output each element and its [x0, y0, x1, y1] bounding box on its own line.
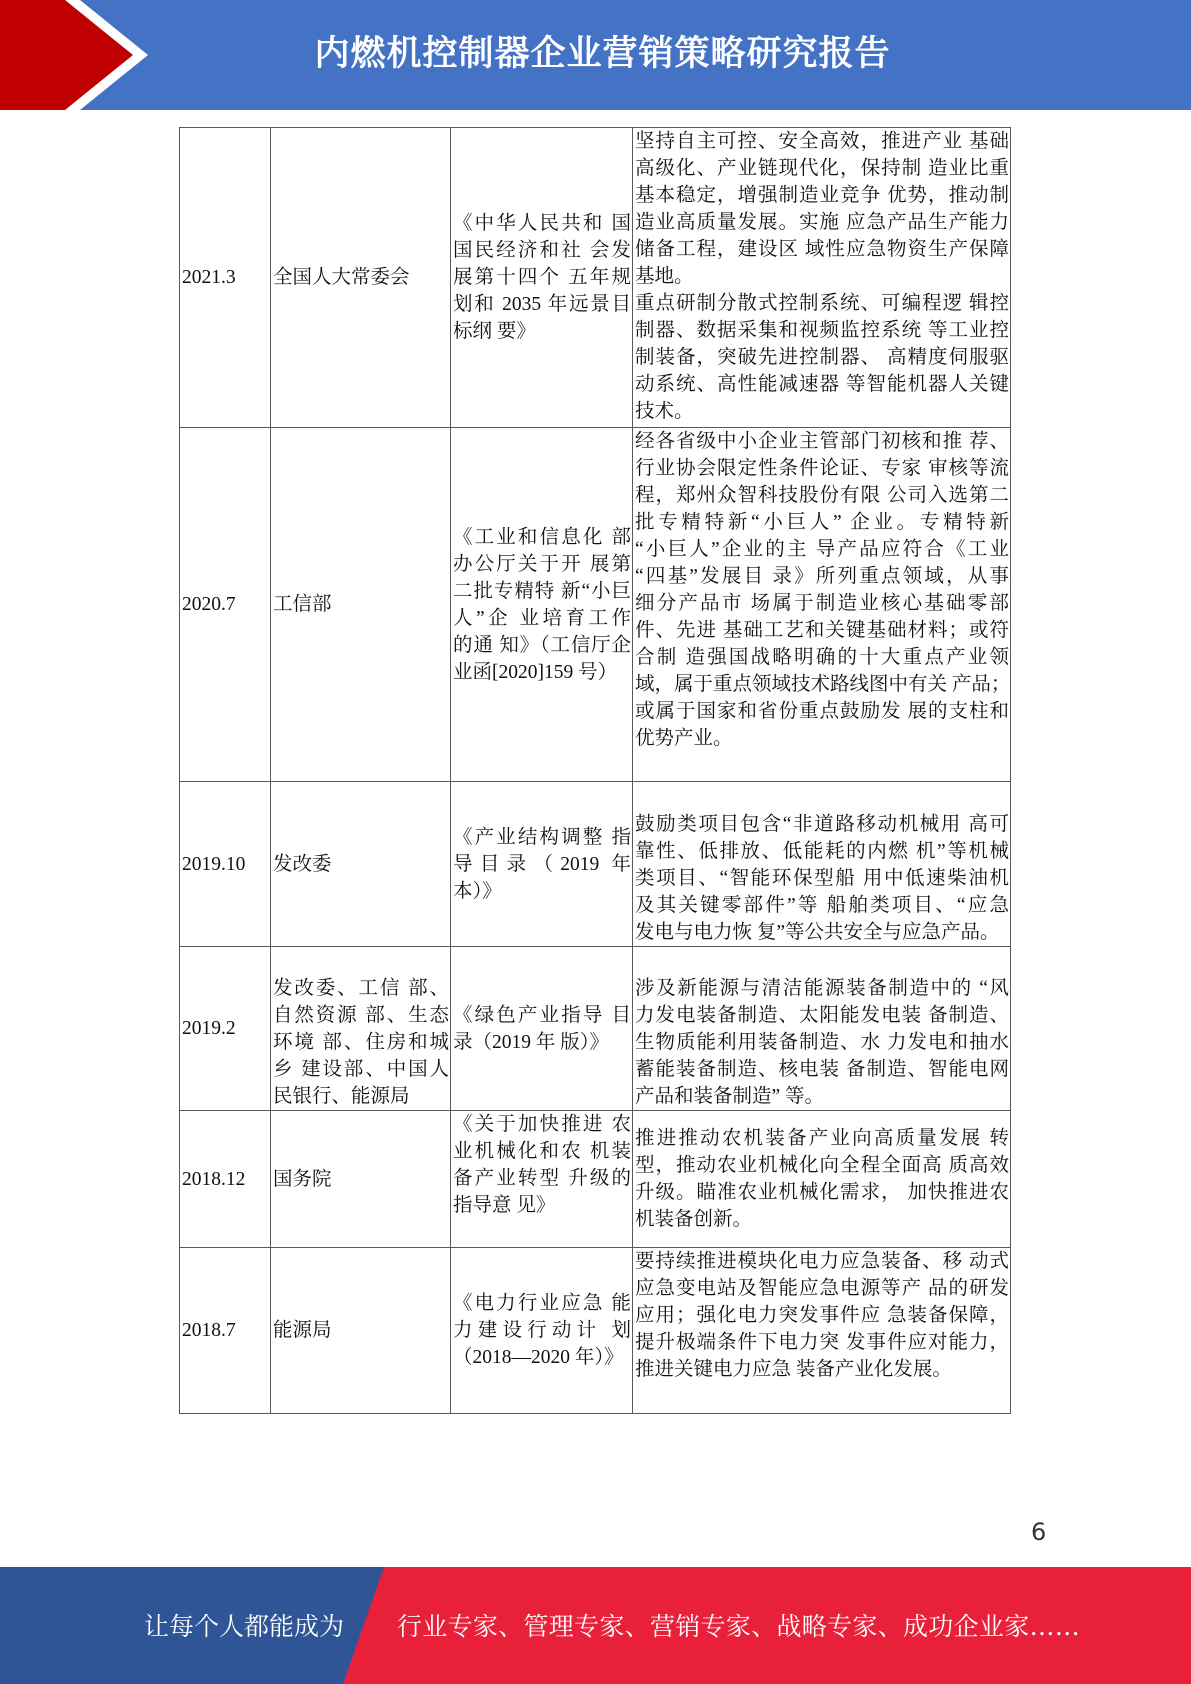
document-line: 的通 知》（工信厅企 [453, 634, 631, 656]
date-cell [180, 947, 271, 1111]
content-line: 要持续推进模块化电力应急装备、移 动式 [635, 1251, 1009, 1272]
issuer-line: 环境 部、住房和城 [273, 1032, 449, 1053]
content-line: 重点研制分散式控制系统、可编程逻 辑控 [635, 293, 1009, 314]
issuer-line: 自然资源 部、生态 [273, 1005, 449, 1026]
content-line: 技术。 [635, 401, 694, 422]
issuer-line: 发改委、工信 部、 [273, 978, 449, 999]
issuer-line: 全国人大常委会 [273, 267, 410, 288]
content-line: 及其关键零部件”等 船舶类项目、“应急 [635, 895, 1009, 916]
document-cell [451, 1111, 633, 1248]
content-line: 生物质能利用装备制造、水 力发电和抽水 [635, 1032, 1009, 1053]
content-line: 制装备，突破先进控制器、 高精度伺服驱 [635, 347, 1009, 368]
content-line: 优势产业。 [635, 728, 733, 749]
content-line: 域，属于重点领域技术路线图中有关 产品； [635, 674, 1011, 695]
issuer-line: 工信部 [273, 594, 332, 615]
report-title: 内燃机控制器企业营销策略研究报告 [314, 34, 891, 74]
content-cell [633, 947, 1011, 1111]
issuer-cell [271, 782, 451, 947]
content-line: 靠性、低排放、低能耗的内燃 机”等机械 [635, 841, 1009, 862]
content-line: 机装备创新。 [635, 1209, 753, 1230]
document-line: 国民经济和社 会发 [453, 240, 631, 261]
report-footer [0, 1567, 1191, 1684]
date-cell [180, 428, 271, 782]
content-cell [633, 128, 1011, 428]
document-line: （2018—2020 年）》 [453, 1347, 624, 1368]
content-line: 程，郑州众智科技股份有限 公司入选第二 [635, 485, 1009, 506]
document-line: 《电力行业应急 能 [453, 1293, 631, 1314]
issuer-cell [271, 128, 451, 428]
content-cell [633, 782, 1011, 947]
document-line: 导目录（2019 年 [453, 853, 631, 875]
policy-table [179, 127, 1011, 1414]
date-cell [180, 1111, 271, 1248]
document-line: 《工业和信息化 部 [453, 526, 631, 548]
footer-slogan-right: 行业专家、管理专家、营销专家、战略专家、成功企业家…… [397, 1612, 1081, 1641]
document-line: 《绿色产业指导 目 [453, 1004, 631, 1026]
content-line: 细分产品市 场属于制造业核心基础零部 [635, 593, 1009, 614]
document-line: 录（2019 年 版）》 [453, 1031, 610, 1053]
content-line: 型，推动农业机械化向全程全面高 质高效 [635, 1155, 1009, 1176]
content-line: 提升极端条件下电力突 发事件应对能力， [635, 1332, 1009, 1353]
date-cell [180, 782, 271, 947]
document-line: 人”企 业培育工作 [453, 607, 631, 629]
content-line: 应用；强化电力突发事件应 急装备保障， [635, 1305, 1009, 1326]
issuer-cell [271, 1111, 451, 1248]
content-line: 动系统、高性能减速器 等智能机器人关键 [635, 374, 1009, 395]
issuer-cell [271, 1248, 451, 1414]
date-text: 2018.12 [182, 1168, 246, 1190]
content-cell [633, 1248, 1011, 1414]
content-line: 推进关键电力应急 装备产业化发展。 [635, 1359, 952, 1380]
content-line: 高级化、产业链现代化，保持制 造业比重 [635, 158, 1009, 179]
content-line: 坚持自主可控、安全高效，推进产业 基础 [635, 131, 1009, 152]
content-line: 行业协会限定性条件论证、专家 审核等流 [635, 458, 1009, 479]
content-line: 蓄能装备制造、核电装 备制造、智能电网 [635, 1059, 1009, 1080]
document-line: 《关于加快推进 农 [453, 1114, 631, 1135]
issuer-line: 国务院 [273, 1168, 332, 1190]
content-line: 件、先进 基础工艺和关键基础材料；或符 [635, 620, 1009, 641]
document-line: 力建设行动计 划 [453, 1320, 631, 1341]
content-paragraph [635, 428, 1009, 752]
content-paragraph [635, 1125, 1009, 1233]
content-line: 发电与电力恢 复”等公共安全与应急产品。 [635, 922, 1000, 943]
content-line: “小巨人”企业的主 导产品应符合《工业 [635, 539, 1009, 560]
issuer-cell [271, 428, 451, 782]
content-line: “四基”发展目 录》所列重点领域，从事 [635, 566, 1009, 587]
document-cell [451, 782, 633, 947]
content-line: 应急变电站及智能应急电源等产 品的研发 [635, 1278, 1009, 1299]
document-line: 划和 2035 年远景目 [453, 294, 631, 315]
content-line: 力发电装备制造、太阳能发电装 备制造、 [635, 1005, 1009, 1026]
document-line: 办公厅关于开 展第 [453, 553, 631, 575]
content-line: 批专精特新“小巨人” 企业。专精特新 [635, 512, 1009, 533]
document-cell [451, 128, 633, 428]
date-text: 2021.3 [182, 267, 236, 288]
content-line: 或属于国家和省份重点鼓励发 展的支柱和 [635, 701, 1009, 722]
date-cell [180, 128, 271, 428]
document-line: 展第十四个 五年规 [453, 267, 631, 288]
content-line: 基地。 [635, 266, 694, 287]
content-line: 合制 造强国战略明确的十大重点产业领 [635, 647, 1009, 668]
content-line: 造业高质量发展。实施 应急产品生产能力 [635, 212, 1009, 233]
page-number: 6 [1031, 1518, 1047, 1546]
content-paragraph [635, 290, 1009, 425]
document-cell [451, 1248, 633, 1414]
report-header [0, 0, 1191, 110]
content-line: 基本稳定，增强制造业竞争 优势，推动制 [635, 185, 1009, 206]
content-paragraph [635, 128, 1009, 290]
date-text: 2019.2 [182, 1018, 236, 1039]
footer-slogan-left: 让每个人都能成为 [144, 1612, 345, 1641]
content-line: 制器、数据采集和视频监控系统 等工业控 [635, 320, 1009, 341]
content-line: 产品和装备制造” 等。 [635, 1086, 825, 1107]
document-line: 本）》 [453, 880, 502, 902]
date-text: 2019.10 [182, 853, 246, 875]
content-paragraph [635, 1248, 1009, 1383]
document-line: 《产业结构调整 指 [453, 826, 631, 848]
date-text: 2020.7 [182, 594, 236, 615]
date-cell [180, 1248, 271, 1414]
document-line: 二批专精特 新“小巨 [453, 580, 631, 602]
content-line: 鼓励类项目包含“非道路移动机械用 高可 [635, 814, 1009, 835]
document-cell [451, 947, 633, 1111]
issuer-line: 能源局 [273, 1320, 332, 1341]
content-line: 推进推动农机装备产业向高质量发展 转 [635, 1128, 1009, 1149]
content-paragraph [635, 811, 1009, 946]
date-text: 2018.7 [182, 1320, 236, 1341]
issuer-line: 发改委 [273, 853, 332, 875]
content-cell [633, 1111, 1011, 1248]
document-cell [451, 428, 633, 782]
document-line: 业函[2020]159 号） [453, 661, 618, 683]
content-cell [633, 428, 1011, 782]
content-line: 升级。瞄准农业机械化需求， 加快推进农 [635, 1182, 1009, 1203]
document-line: 《中华人民共和 国 [453, 213, 631, 234]
content-line: 储备工程，建设区 域性应急物资生产保障 [635, 239, 1009, 260]
issuer-line: 乡 建设部、中国人 [273, 1059, 449, 1080]
document-line: 标纲 要》 [453, 321, 536, 342]
content-paragraph [635, 975, 1009, 1110]
issuer-line: 民银行、能源局 [273, 1086, 410, 1107]
document-line: 业机械化和农 机装 [453, 1141, 631, 1162]
content-line: 涉及新能源与清洁能源装备制造中的 “风 [635, 978, 1009, 999]
content-line: 类项目、“智能环保型船 用中低速柴油机 [635, 868, 1009, 889]
document-line: 备产业转型 升级的 [453, 1168, 631, 1189]
document-line: 指导意 见》 [453, 1195, 556, 1216]
content-line: 经各省级中小企业主管部门初核和推 荐、 [635, 431, 1009, 452]
issuer-cell [271, 947, 451, 1111]
